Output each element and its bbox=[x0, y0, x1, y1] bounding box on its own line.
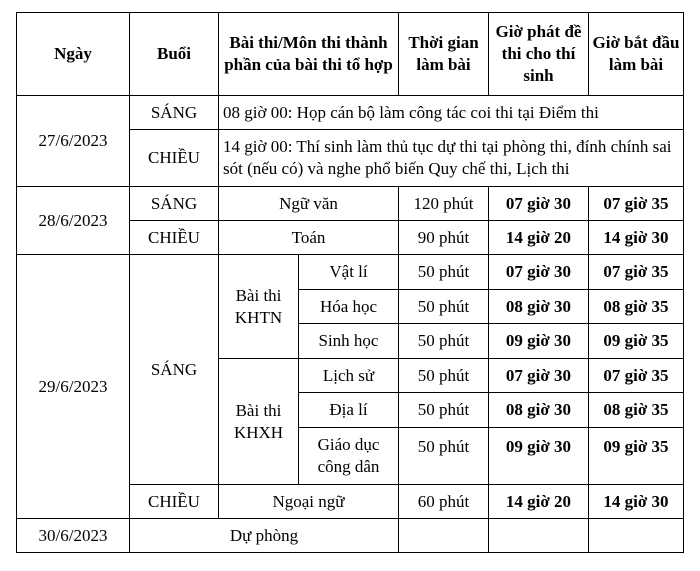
date-cell: 27/6/2023 bbox=[17, 96, 130, 187]
subject-cell: Toán bbox=[219, 221, 399, 255]
subject-cell: Ngữ văn bbox=[219, 187, 399, 221]
distribute-time-cell: 07 giờ 30 bbox=[489, 187, 589, 221]
session-cell: CHIỀU bbox=[130, 130, 219, 187]
header-date: Ngày bbox=[17, 13, 130, 96]
combined-exam-cell: Bài thi KHTN bbox=[219, 255, 299, 359]
session-cell: CHIỀU bbox=[130, 485, 219, 519]
table-row bbox=[17, 96, 684, 130]
session-cell: CHIỀU bbox=[130, 221, 219, 255]
table-row bbox=[17, 519, 684, 553]
start-time-cell: 09 giờ 35 bbox=[589, 324, 684, 359]
exam-schedule-table bbox=[16, 12, 684, 553]
distribute-time-cell: 08 giờ 30 bbox=[489, 393, 589, 428]
distribute-time-cell: 14 giờ 20 bbox=[489, 485, 589, 519]
session-cell: SÁNG bbox=[130, 187, 219, 221]
table-row bbox=[17, 187, 684, 221]
distribute-time-cell: 14 giờ 20 bbox=[489, 221, 589, 255]
combined-exam-cell: Bài thi KHXH bbox=[219, 359, 299, 485]
header-duration: Thời gian làm bài bbox=[399, 13, 489, 96]
table-row bbox=[17, 255, 684, 290]
start-time-cell: 14 giờ 30 bbox=[589, 485, 684, 519]
subject-cell: Ngoại ngữ bbox=[219, 485, 399, 519]
subject-cell: Lịch sử bbox=[299, 359, 399, 393]
session-cell: SÁNG bbox=[130, 255, 219, 485]
subject-cell: Hóa học bbox=[299, 290, 399, 324]
start-time-cell: 08 giờ 35 bbox=[589, 290, 684, 324]
start-time-cell: 07 giờ 35 bbox=[589, 255, 684, 290]
subject-cell: Giáo dục công dân bbox=[299, 428, 399, 485]
distribute-time-cell: 07 giờ 30 bbox=[489, 255, 589, 290]
duration-cell: 90 phút bbox=[399, 221, 489, 255]
duration-cell: 50 phút bbox=[399, 428, 489, 485]
distribute-time-cell: 09 giờ 30 bbox=[489, 324, 589, 359]
header-subject: Bài thi/Môn thi thành phần của bài thi tổ hợp bbox=[219, 13, 399, 96]
start-time-cell: 09 giờ 35 bbox=[589, 428, 684, 485]
header-session: Buổi bbox=[130, 13, 219, 96]
duration-cell: 50 phút bbox=[399, 290, 489, 324]
schedule-note: 14 giờ 00: Thí sinh làm thủ tục dự thi tại phòng thi, đính chính sai sót (nếu có) và nghe phổ biến Quy chế thi, Lịch thi bbox=[219, 130, 684, 187]
date-cell: 30/6/2023 bbox=[17, 519, 130, 553]
duration-cell: 50 phút bbox=[399, 255, 489, 290]
reserve-note: Dự phòng bbox=[130, 519, 399, 553]
distribute-time-cell: 07 giờ 30 bbox=[489, 359, 589, 393]
schedule-note: 08 giờ 00: Họp cán bộ làm công tác coi thi tại Điểm thi bbox=[219, 96, 684, 130]
header-row bbox=[17, 13, 684, 96]
duration-cell: 120 phút bbox=[399, 187, 489, 221]
header-distribute-time: Giờ phát đề thi cho thí sinh bbox=[489, 13, 589, 96]
duration-cell: 50 phút bbox=[399, 324, 489, 359]
start-time-cell: 14 giờ 30 bbox=[589, 221, 684, 255]
empty-cell bbox=[489, 519, 589, 553]
subject-cell: Vật lí bbox=[299, 255, 399, 290]
subject-cell: Địa lí bbox=[299, 393, 399, 428]
duration-cell: 50 phút bbox=[399, 359, 489, 393]
header-start-time: Giờ bắt đầu làm bài bbox=[589, 13, 684, 96]
start-time-cell: 07 giờ 35 bbox=[589, 359, 684, 393]
date-cell: 28/6/2023 bbox=[17, 187, 130, 255]
date-cell: 29/6/2023 bbox=[17, 255, 130, 519]
distribute-time-cell: 09 giờ 30 bbox=[489, 428, 589, 485]
session-cell: SÁNG bbox=[130, 96, 219, 130]
subject-cell: Sinh học bbox=[299, 324, 399, 359]
duration-cell: 60 phút bbox=[399, 485, 489, 519]
distribute-time-cell: 08 giờ 30 bbox=[489, 290, 589, 324]
empty-cell bbox=[399, 519, 489, 553]
start-time-cell: 08 giờ 35 bbox=[589, 393, 684, 428]
empty-cell bbox=[589, 519, 684, 553]
duration-cell: 50 phút bbox=[399, 393, 489, 428]
start-time-cell: 07 giờ 35 bbox=[589, 187, 684, 221]
